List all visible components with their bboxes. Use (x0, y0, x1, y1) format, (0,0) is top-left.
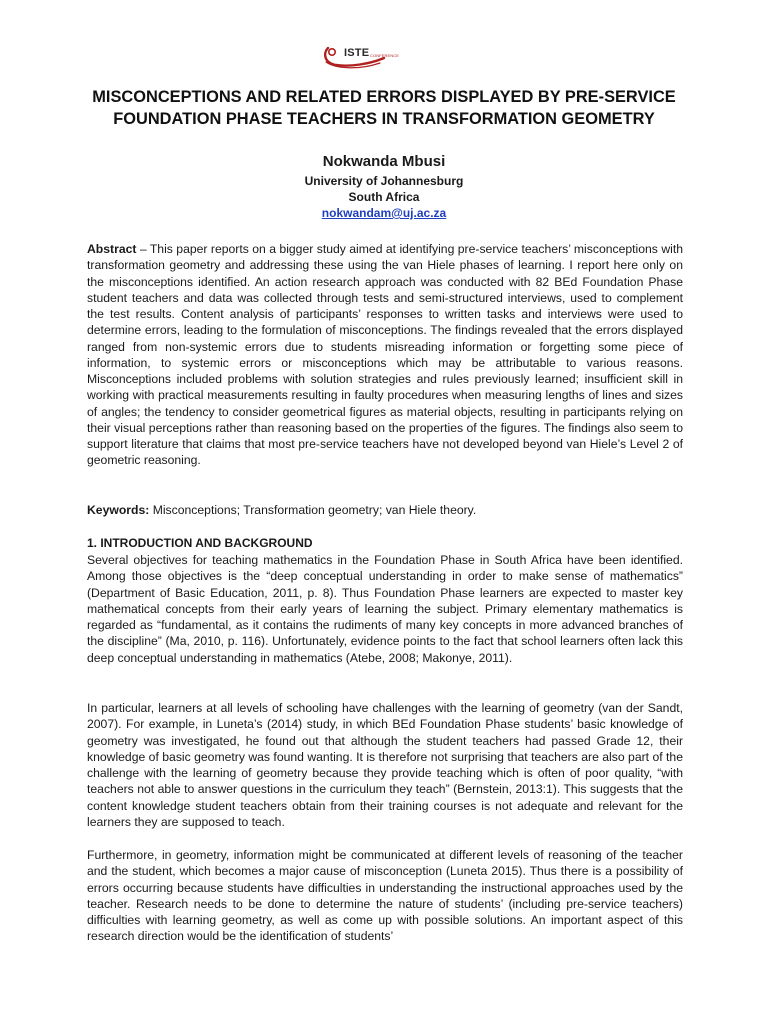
paper-title: MISCONCEPTIONS AND RELATED ERRORS DISPLAYED BY PRE-SERVICE FOUNDATION PHASE TEACHERS IN TRANSFORMATION GEOMETRY (92, 88, 676, 128)
body-paragraph: Several objectives for teaching mathematics in the Foundation Phase in South Africa have been identified. Among those objectives is the “deep conceptual understanding in order to make sense of mathematics” (Department of Basic Education, 2011, p. 8). Thus Foundation Phase learners are expected to master key mathematical concepts from their early years of learning the subject. Primary elementary mathematics is regarded as “fundamental, as it contains the rudiments of many key concepts in more advanced branches of the discipline” (Ma, 2010, p. 116). Unfortunately, evidence points to the fact that school learners often lack this deep conceptual understanding in mathematics (Atebe, 2008; Makonye, 2011). (87, 553, 683, 665)
abstract-label: Abstract (87, 242, 137, 256)
section-heading: 1. INTRODUCTION AND BACKGROUND (87, 536, 313, 550)
author-university: University of Johannesburg (304, 174, 464, 188)
author-country: South Africa (348, 190, 420, 204)
body-paragraph: Furthermore, in geometry, information might be communicated at different levels of reasoning of the teacher and the student, which becomes a major cause of misconception (Luneta 2015). Thus there is a possibility of errors occurring because students have difficulties in understanding the instructional approaches used by the teacher. Research needs to be done to determine the nature of students’ (including pre-service teachers) difficulties with learning geometry, as well as come up with possible solutions. An important aspect of this research direction would be the identification of students’ (87, 848, 683, 944)
logo-text: ISTE (344, 47, 370, 59)
keywords-paragraph (87, 502, 683, 518)
abstract-paragraph (87, 241, 683, 469)
keywords-text: Misconceptions; Transformation geometry; van Hiele theory. (149, 503, 477, 517)
author-name: Nokwanda Mbusi (322, 153, 446, 170)
body-paragraph: In particular, learners at all levels of schooling have challenges with the learning of geometry (van der Sandt, 2007). For example, in Luneta’s (2014) study, in which BEd Foundation Phase students’ basic knowledge of geometry was investigated, he found out that although the student teachers had passed Grade 12, their knowledge of basic geometry was found wanting. It is therefore not surprising that teachers are also part of the challenge with the learning of geometry because they provide teaching which is often of poor quality, “with teachers not able to answer questions in the curriculum they teach” (Bernstein, 2013:1). This suggests that the content knowledge student teachers obtain from their training courses is not adequate and relevant for the learners they are supposed to teach. (87, 701, 683, 829)
keywords-label: Keywords: (87, 503, 150, 517)
author-email-link[interactable]: nokwandam@uj.ac.za (321, 206, 447, 220)
abstract-text: – This paper reports on a bigger study aimed at identifying pre-service teachers’ misconceptions with transformation geometry and addressing these using the van Hiele phases of learning. I report here only on the misconceptions identified. An action research approach was conducted with 82 BEd Foundation Phase student teachers and data was collected through tests and semi-structured interviews, used to complement the test results. Content analysis of participants’ responses to written tasks and interviews were used to determine errors, leading to the formulation of misconceptions. The findings revealed that the errors displayed ranged from non-systemic errors due to students misreading information or forgetting some piece of information, to systemic errors or misconceptions which may be attributable to various reasons. Misconceptions included problems with solution strategies and rules previously learned; insufficient skill in working with practical measurements resulting in faulty procedures when measuring lengths of lines and sizes of angles; the tendency to consider geometrical figures as material objects, resulting in participants relying on their visual perceptions rather than reasoning based on the properties of the figures. The findings also seem to support literature that claims that most pre-service teachers have not developed beyond van Hiele’s Level 2 of geometric reasoning. (87, 242, 683, 468)
logo-subtext: CONFERENCE (370, 53, 400, 58)
conference-logo (322, 44, 402, 72)
